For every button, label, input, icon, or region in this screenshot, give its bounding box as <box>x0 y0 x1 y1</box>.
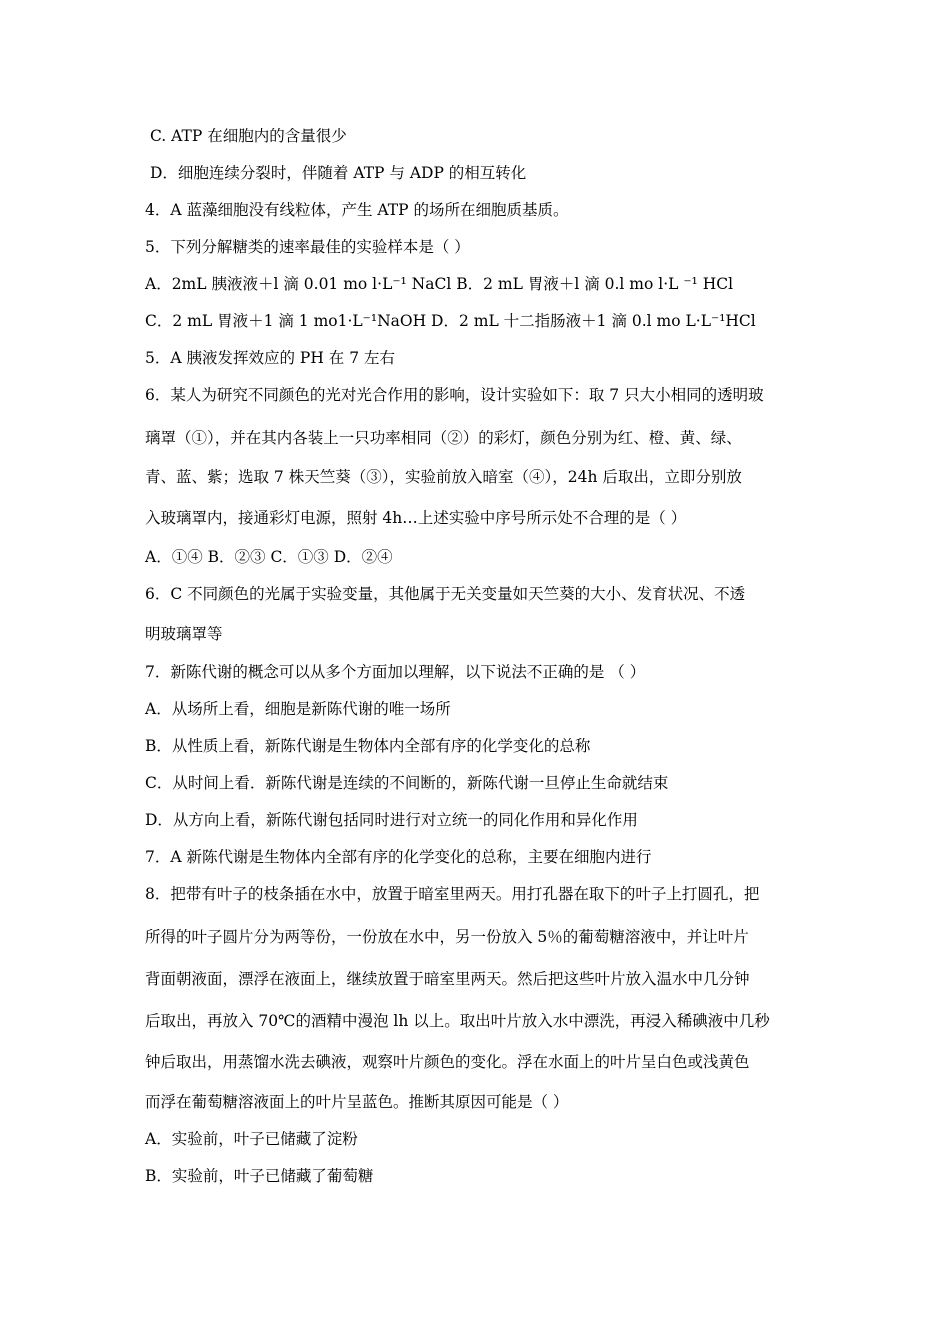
question-6-line-3: 青、蓝、紫；选取 7 株天竺葵（③），实验前放入暗室（④），24h 后取出，立即分别放 <box>145 468 742 486</box>
question-5: 5．下列分解糖类的速率最佳的实验样本是（ ） <box>145 238 470 256</box>
question-6-line-1: 6．某人为研究不同颜色的光对光合作用的影响，设计实验如下：取 7 只大小相同的透明玻 <box>145 386 764 404</box>
question-7-option-b: B．从性质上看，新陈代谢是生物体内全部有序的化学变化的总称 <box>145 737 591 755</box>
question-5-options-ab: A．2mL 胰液液＋l 滴 0.01 mo l·L⁻¹ NaCl B．2 mL 胃液＋l 滴 0.l mo l·L ⁻¹ HCl <box>145 275 734 293</box>
answer-6-line-1: 6．C 不同颜色的光属于实验变量，其他属于无关变量如天竺葵的大小、发育状况、不透 <box>145 585 746 603</box>
question-7-option-d: D．从方向上看，新陈代谢包括同时进行对立统一的同化作用和异化作用 <box>145 811 638 829</box>
question-7: 7．新陈代谢的概念可以从多个方面加以理解，以下说法不正确的是 （ ） <box>145 663 646 681</box>
question-8-line-3: 背面朝液面，漂浮在液面上，继续放置于暗室里两天。然后把这些叶片放入温水中几分钟 <box>145 970 750 988</box>
question-8-line-5: 钟后取出，用蒸馏水洗去碘液，观察叶片颜色的变化。浮在水面上的叶片呈白色或浅黄色 <box>145 1053 750 1071</box>
question-8-line-2: 所得的叶子圆片分为两等份，一份放在水中，另一份放入 5％的葡萄糖溶液中，并让叶片 <box>145 928 749 946</box>
question-7-option-c: C．从时间上看．新陈代谢是连续的不间断的，新陈代谢一旦停止生命就结束 <box>145 774 669 792</box>
question-8-line-6: 而浮在葡萄糖溶液面上的叶片呈蓝色。推断其原因可能是（ ） <box>145 1093 569 1111</box>
answer-5: 5．A 胰液发挥效应的 PH 在 7 左右 <box>145 349 395 367</box>
answer-7: 7．A 新陈代谢是生物体内全部有序的化学变化的总称，主要在细胞内进行 <box>145 848 652 866</box>
option-d-atp: D．细胞连续分裂时，伴随着 ATP 与 ADP 的相互转化 <box>150 164 527 182</box>
question-6-line-4: 入玻璃罩内，接通彩灯电源，照射 4h…上述实验中序号所示处不合理的是（ ） <box>145 509 687 527</box>
option-c-atp: C. ATP 在细胞内的含量很少 <box>150 127 347 145</box>
question-6-options: A．①④ B．②③ C．①③ D．②④ <box>145 548 393 566</box>
question-8-line-4: 后取出，再放入 70℃的酒精中漫泡 lh 以上。取出叶片放入水中漂洗，再浸入稀碘液中几秒 <box>145 1012 770 1030</box>
question-5-options-cd: C．2 mL 胃液＋1 滴 1 mo1·L⁻¹NaOH D．2 mL 十二指肠液＋1 滴 0.l mo L·L⁻¹HCl <box>145 312 756 330</box>
question-6-line-2: 璃罩（①），并在其内各装上一只功率相同（②）的彩灯，颜色分别为红、橙、黄、绿、 <box>145 429 742 447</box>
answer-4: 4．A 蓝藻细胞没有线粒体，产生 ATP 的场所在细胞质基质。 <box>145 201 569 219</box>
question-8-option-b: B．实验前，叶子已储藏了葡萄糖 <box>145 1167 374 1185</box>
question-7-option-a: A．从场所上看，细胞是新陈代谢的唯一场所 <box>145 700 451 718</box>
answer-6-line-2: 明玻璃罩等 <box>145 625 223 643</box>
question-8-line-1: 8．把带有叶子的枝条插在水中，放置于暗室里两天。用打孔器在取下的叶子上打圆孔，把 <box>145 885 760 903</box>
question-8-option-a: A．实验前，叶子已储藏了淀粉 <box>145 1130 358 1148</box>
